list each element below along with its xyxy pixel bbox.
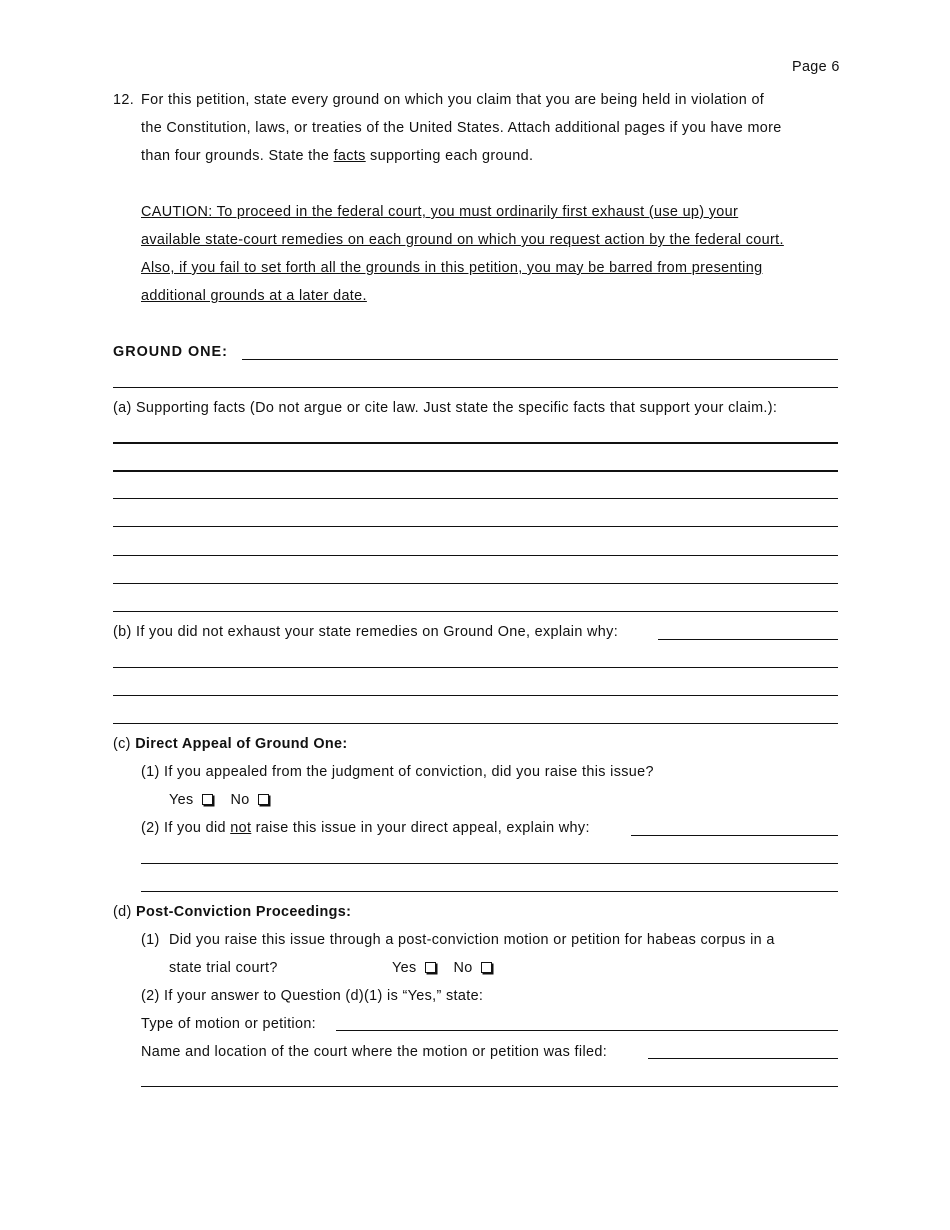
question-number: 12.	[113, 92, 135, 108]
caution-line-2: available state-court remedies on each ground on which you request action by the federal court.	[141, 232, 784, 248]
caution-line-1: CAUTION: To proceed in the federal court, you must ordinarily first exhaust (use up) your	[141, 204, 739, 220]
ground-one-field[interactable]	[242, 359, 838, 360]
ground-one-label: GROUND ONE:	[113, 344, 228, 360]
ground-one-field-line[interactable]	[113, 387, 838, 388]
supporting-facts-line[interactable]	[113, 583, 838, 584]
q12-line-2: the Constitution, laws, or treaties of the United States. Attach additional pages if you have more	[141, 120, 782, 136]
exhaust-remedies-line[interactable]	[113, 667, 838, 668]
supporting-facts-line[interactable]	[113, 498, 838, 499]
direct-appeal-explain-field[interactable]	[631, 835, 838, 836]
direct-appeal-explain-line[interactable]	[141, 863, 838, 864]
direct-appeal-question-2: (2) If you did not raise this issue in your direct appeal, explain why:	[141, 820, 590, 836]
q12-line-3: than four grounds. State the facts supporting each ground.	[141, 148, 534, 164]
exhaust-remedies-field[interactable]	[658, 639, 838, 640]
direct-appeal-yes-checkbox[interactable]	[202, 794, 213, 805]
court-name-line[interactable]	[141, 1086, 838, 1087]
motion-type-field[interactable]	[336, 1030, 838, 1031]
q12-line-1: For this petition, state every ground on which you claim that you are being held in violation of	[141, 92, 765, 108]
exhaust-remedies-label: (b) If you did not exhaust your state remedies on Ground One, explain why:	[113, 624, 619, 640]
direct-appeal-explain-line[interactable]	[141, 891, 838, 892]
supporting-facts-line[interactable]	[113, 526, 838, 527]
post-conviction-yes-checkbox[interactable]	[425, 962, 436, 973]
direct-appeal-question-1: (1) If you appealed from the judgment of conviction, did you raise this issue?	[141, 764, 654, 780]
post-conviction-question-1-cont: state trial court?	[169, 960, 278, 976]
supporting-facts-line[interactable]	[113, 555, 838, 556]
supporting-facts-line[interactable]	[113, 611, 838, 612]
post-conviction-no-checkbox[interactable]	[481, 962, 492, 973]
caution-line-3: Also, if you fail to set forth all the grounds in this petition, you may be barred from presenting	[141, 260, 763, 276]
direct-appeal-no-checkbox[interactable]	[258, 794, 269, 805]
post-conviction-question-number: (1)	[141, 932, 160, 948]
court-name-label: Name and location of the court where the motion or petition was filed:	[141, 1044, 608, 1060]
post-conviction-heading: (d) Post-Conviction Proceedings:	[113, 904, 352, 920]
caution-line-4: additional grounds at a later date.	[141, 288, 367, 304]
post-conviction-question-1: Did you raise this issue through a post-conviction motion or petition for habeas corpus in a	[169, 932, 775, 948]
supporting-facts-label: (a) Supporting facts (Do not argue or cite law. Just state the specific facts that support your claim.):	[113, 400, 778, 416]
post-conviction-yes-no: Yes No	[392, 959, 492, 977]
motion-type-label: Type of motion or petition:	[141, 1016, 317, 1032]
exhaust-remedies-line[interactable]	[113, 723, 838, 724]
direct-appeal-heading: (c) Direct Appeal of Ground One:	[113, 736, 348, 752]
supporting-facts-line[interactable]	[113, 442, 838, 444]
supporting-facts-line[interactable]	[113, 470, 838, 472]
page-number: Page 6	[792, 59, 840, 75]
court-name-field[interactable]	[648, 1058, 838, 1059]
direct-appeal-yes-no: Yes No	[169, 791, 269, 809]
exhaust-remedies-line[interactable]	[113, 695, 838, 696]
post-conviction-question-2: (2) If your answer to Question (d)(1) is “Yes,” state:	[141, 988, 484, 1004]
